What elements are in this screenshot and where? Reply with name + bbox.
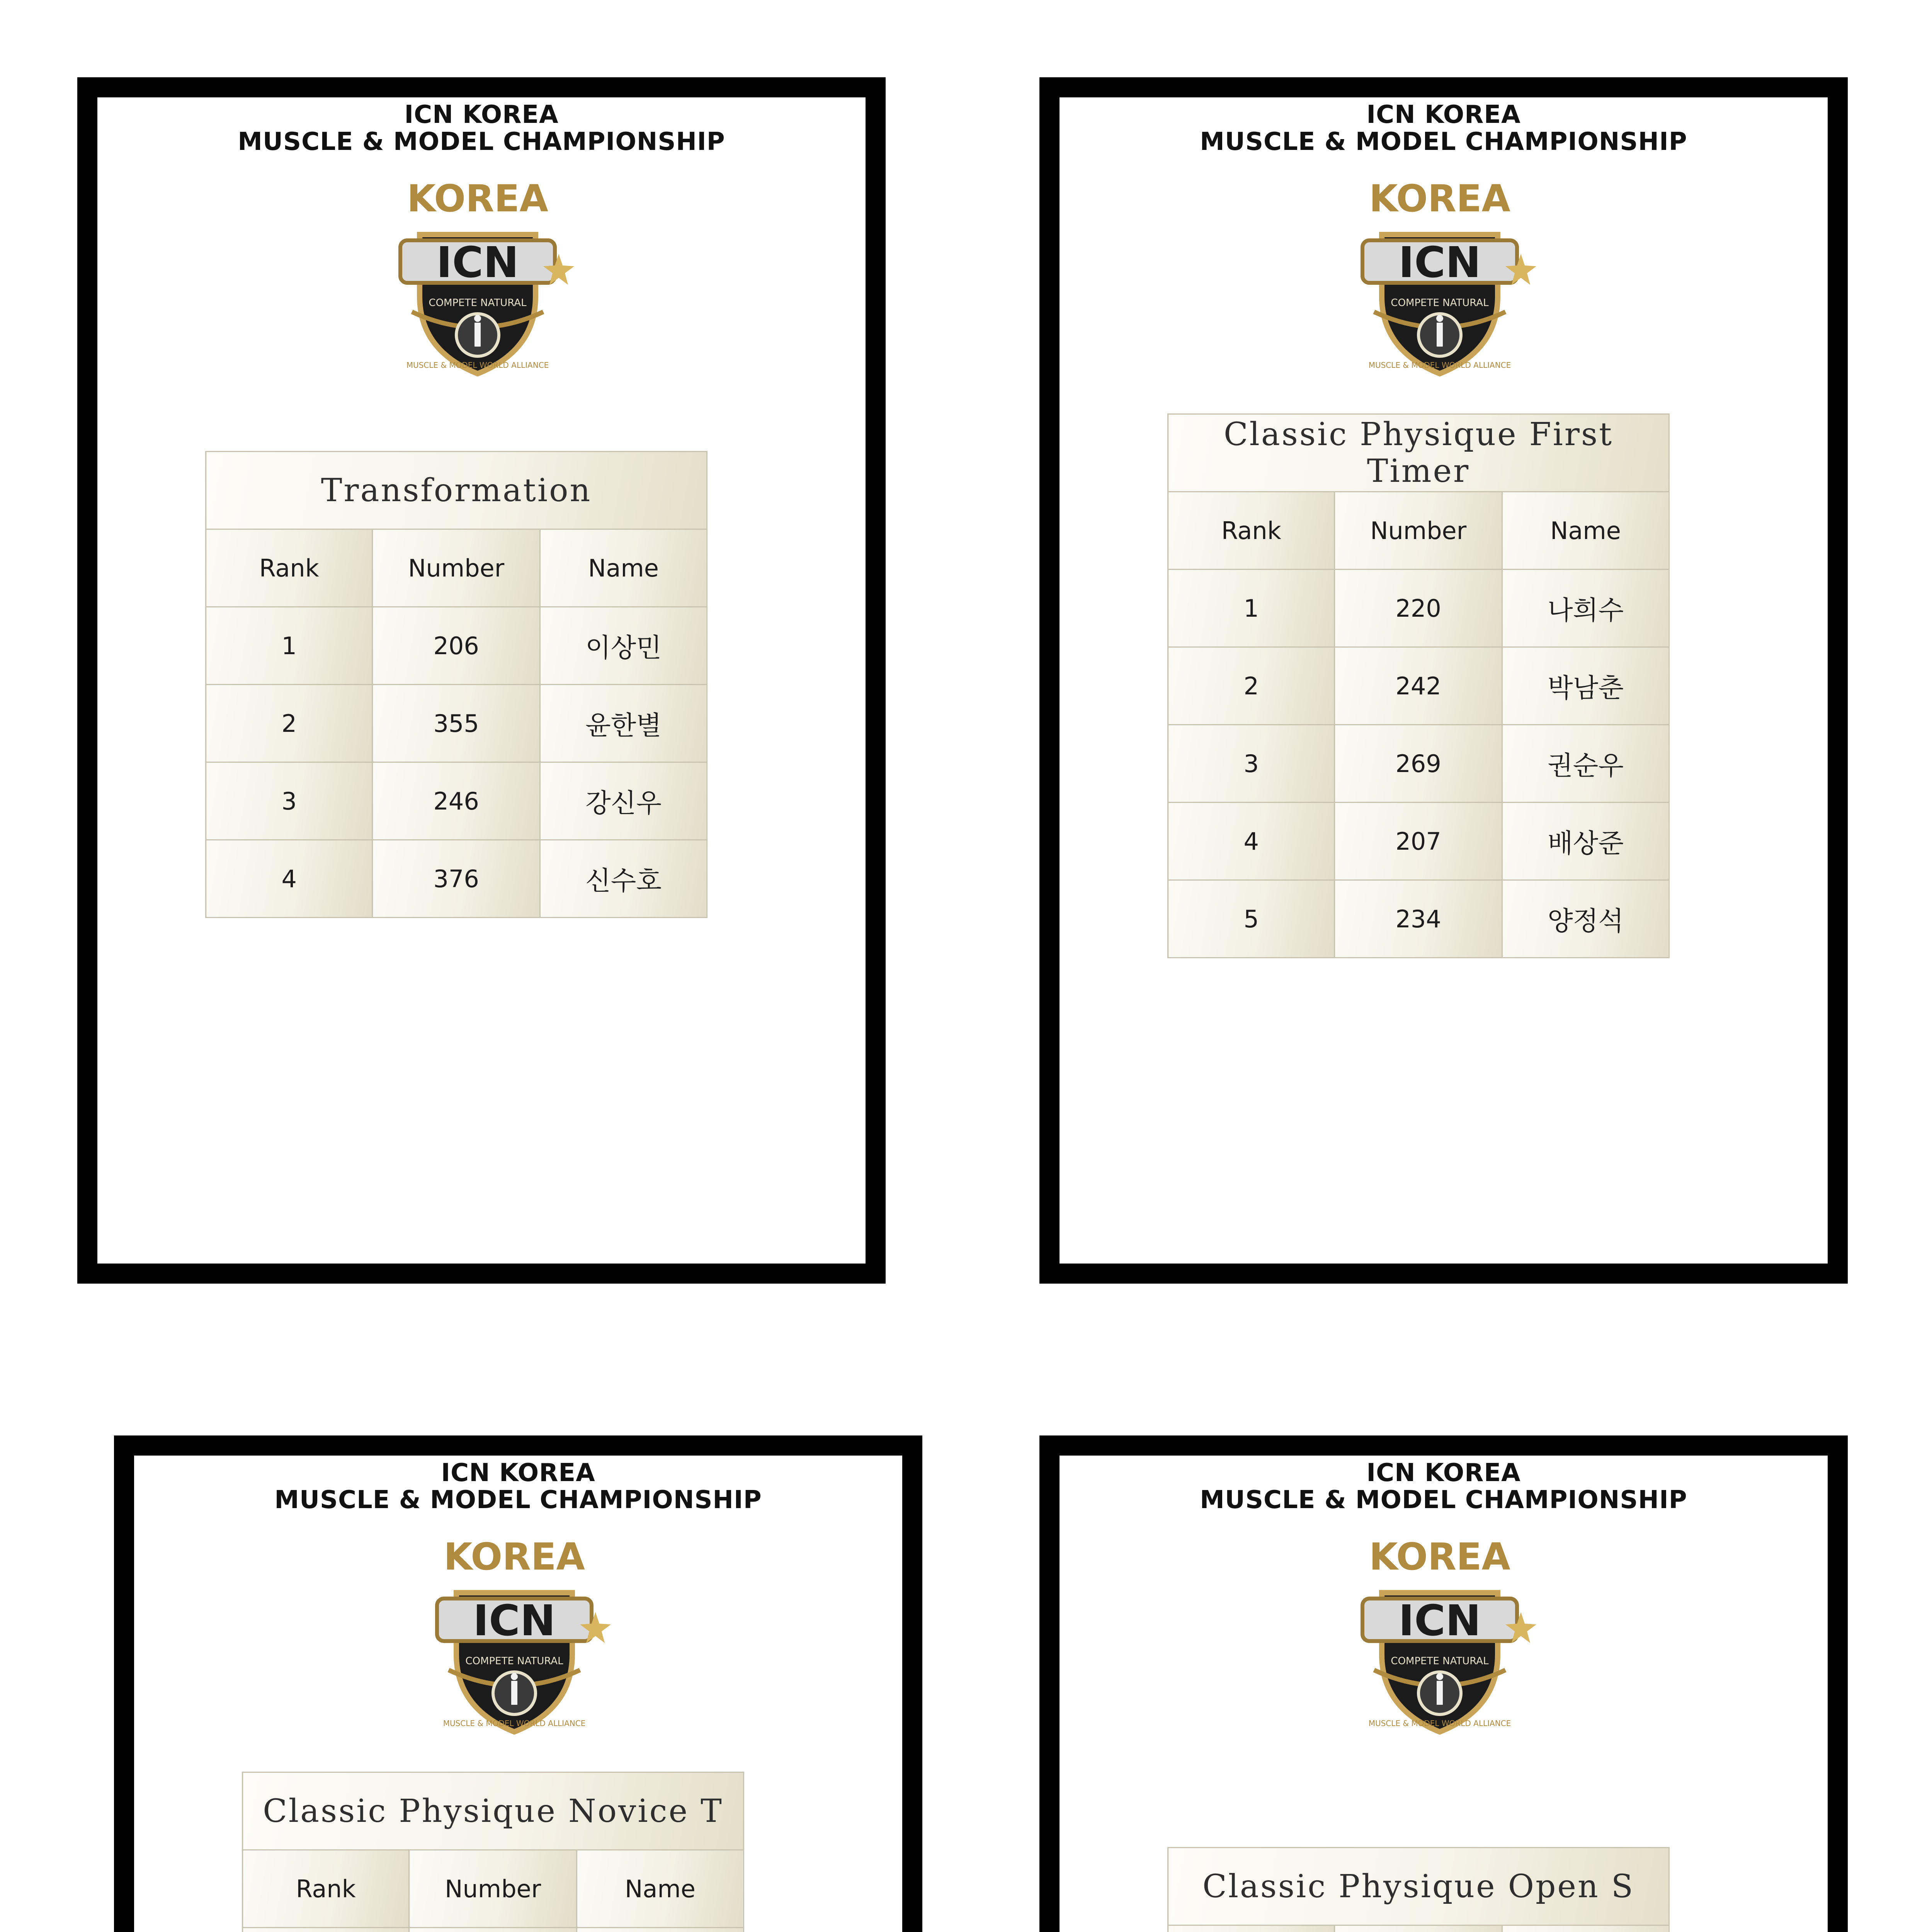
logo-ribbon: COMPETE NATURAL: [429, 297, 527, 309]
table-header-row: [1168, 1925, 1669, 1932]
number-cell: 355: [372, 685, 540, 762]
number-cell: 207: [1335, 803, 1502, 880]
name-cell: 박남춘: [1502, 647, 1669, 725]
logo-word-main: ICN: [1398, 1596, 1481, 1645]
card-header: [134, 1459, 902, 1514]
name-header: [1502, 1925, 1669, 1932]
table-row: [206, 685, 707, 762]
category-title: Transformation: [206, 452, 707, 529]
logo-word-top: KOREA: [1369, 1535, 1510, 1578]
logo-arc: MUSCLE & MODEL WORLD ALLIANCE: [406, 361, 549, 370]
icn-korea-logo-icon: [377, 169, 578, 385]
logo-word-main: ICN: [473, 1596, 556, 1645]
category-title: Classic Physique First Timer: [1168, 414, 1669, 492]
results-table: [1167, 413, 1670, 958]
table-row: [206, 840, 707, 918]
rank-cell: 5: [1168, 880, 1335, 958]
number-header: Number: [372, 529, 540, 607]
logo-word-main: ICN: [436, 238, 519, 287]
category-title: Classic Physique Open S: [1168, 1848, 1669, 1925]
name-header: Name: [577, 1850, 743, 1928]
number-header: Number: [409, 1850, 577, 1928]
name-cell: [577, 1928, 743, 1932]
name-cell: 윤한별: [540, 685, 707, 762]
results-card-classic-novice-t: [114, 1435, 922, 1932]
logo-word-main: ICN: [1398, 238, 1481, 287]
rank-cell: 4: [206, 840, 372, 918]
event-brand: ICN KOREA: [441, 1459, 595, 1487]
event-brand: ICN KOREA: [1366, 1459, 1521, 1487]
table-title-row: [1168, 414, 1669, 492]
event-title: MUSCLE & MODEL CHAMPIONSHIP: [238, 128, 725, 156]
logo-ribbon: COMPETE NATURAL: [465, 1655, 563, 1667]
number-cell: 220: [1335, 570, 1502, 647]
card-header: [1060, 101, 1828, 155]
rank-header: Rank: [206, 529, 372, 607]
rank-cell: 3: [206, 762, 372, 840]
rank-cell: [243, 1928, 409, 1932]
number-cell: 242: [1335, 647, 1502, 725]
card-header: [97, 101, 866, 155]
name-cell: 배상준: [1502, 803, 1669, 880]
rank-cell: 4: [1168, 803, 1335, 880]
number-header: [1335, 1925, 1502, 1932]
name-header: Name: [540, 529, 707, 607]
table-row: [1168, 880, 1669, 958]
event-title: MUSCLE & MODEL CHAMPIONSHIP: [274, 1486, 762, 1514]
results-table: [242, 1772, 744, 1932]
logo-word-top: KOREA: [407, 177, 548, 220]
table-header-row: [1168, 492, 1669, 570]
rank-header: [1168, 1925, 1335, 1932]
number-cell: 376: [372, 840, 540, 918]
name-cell: 나희수: [1502, 570, 1669, 647]
number-cell: 234: [1335, 880, 1502, 958]
logo-ribbon: COMPETE NATURAL: [1391, 297, 1489, 309]
event-brand: ICN KOREA: [404, 100, 559, 129]
event-brand: ICN KOREA: [1366, 100, 1521, 129]
icn-korea-logo-icon: [414, 1527, 615, 1743]
icn-korea-logo-icon: [1339, 1527, 1540, 1743]
rank-cell: 2: [1168, 647, 1335, 725]
icn-korea-logo-icon: [1339, 169, 1540, 385]
logo-word-top: KOREA: [444, 1535, 585, 1578]
number-cell: 246: [372, 762, 540, 840]
event-title: MUSCLE & MODEL CHAMPIONSHIP: [1200, 1486, 1687, 1514]
name-cell: 강신우: [540, 762, 707, 840]
name-cell: 양정석: [1502, 880, 1669, 958]
number-cell: 206: [372, 607, 540, 685]
rank-cell: 2: [206, 685, 372, 762]
category-title: Classic Physique Novice T: [243, 1772, 744, 1850]
number-cell: 269: [1335, 725, 1502, 803]
logo-arc: MUSCLE & MODEL WORLD ALLIANCE: [1368, 361, 1511, 370]
table-row: [1168, 647, 1669, 725]
results-card-classic-open-s: [1039, 1435, 1848, 1932]
rank-header: Rank: [243, 1850, 409, 1928]
name-cell: 이상민: [540, 607, 707, 685]
table-row: [1168, 725, 1669, 803]
name-cell: 신수호: [540, 840, 707, 918]
rank-cell: 3: [1168, 725, 1335, 803]
name-header: Name: [1502, 492, 1669, 570]
rank-header: Rank: [1168, 492, 1335, 570]
logo-arc: MUSCLE & MODEL WORLD ALLIANCE: [443, 1719, 586, 1728]
name-cell: 권순우: [1502, 725, 1669, 803]
results-table: [205, 451, 707, 918]
logo-arc: MUSCLE & MODEL WORLD ALLIANCE: [1368, 1719, 1511, 1728]
table-row: [1168, 803, 1669, 880]
table-title-row: [243, 1772, 744, 1850]
number-header: Number: [1335, 492, 1502, 570]
table-row: [243, 1928, 744, 1932]
event-title: MUSCLE & MODEL CHAMPIONSHIP: [1200, 128, 1687, 156]
table-row: [206, 762, 707, 840]
table-header-row: [206, 529, 707, 607]
rank-cell: 1: [1168, 570, 1335, 647]
table-title-row: [1168, 1848, 1669, 1925]
results-table: [1167, 1847, 1670, 1932]
table-title-row: [206, 452, 707, 529]
results-card-transformation: [77, 77, 886, 1284]
table-header-row: [243, 1850, 744, 1928]
rank-cell: 1: [206, 607, 372, 685]
card-header: [1060, 1459, 1828, 1514]
table-row: [1168, 570, 1669, 647]
results-card-classic-first-timer: [1039, 77, 1848, 1284]
logo-word-top: KOREA: [1369, 177, 1510, 220]
number-cell: [409, 1928, 577, 1932]
logo-ribbon: COMPETE NATURAL: [1391, 1655, 1489, 1667]
table-row: [206, 607, 707, 685]
